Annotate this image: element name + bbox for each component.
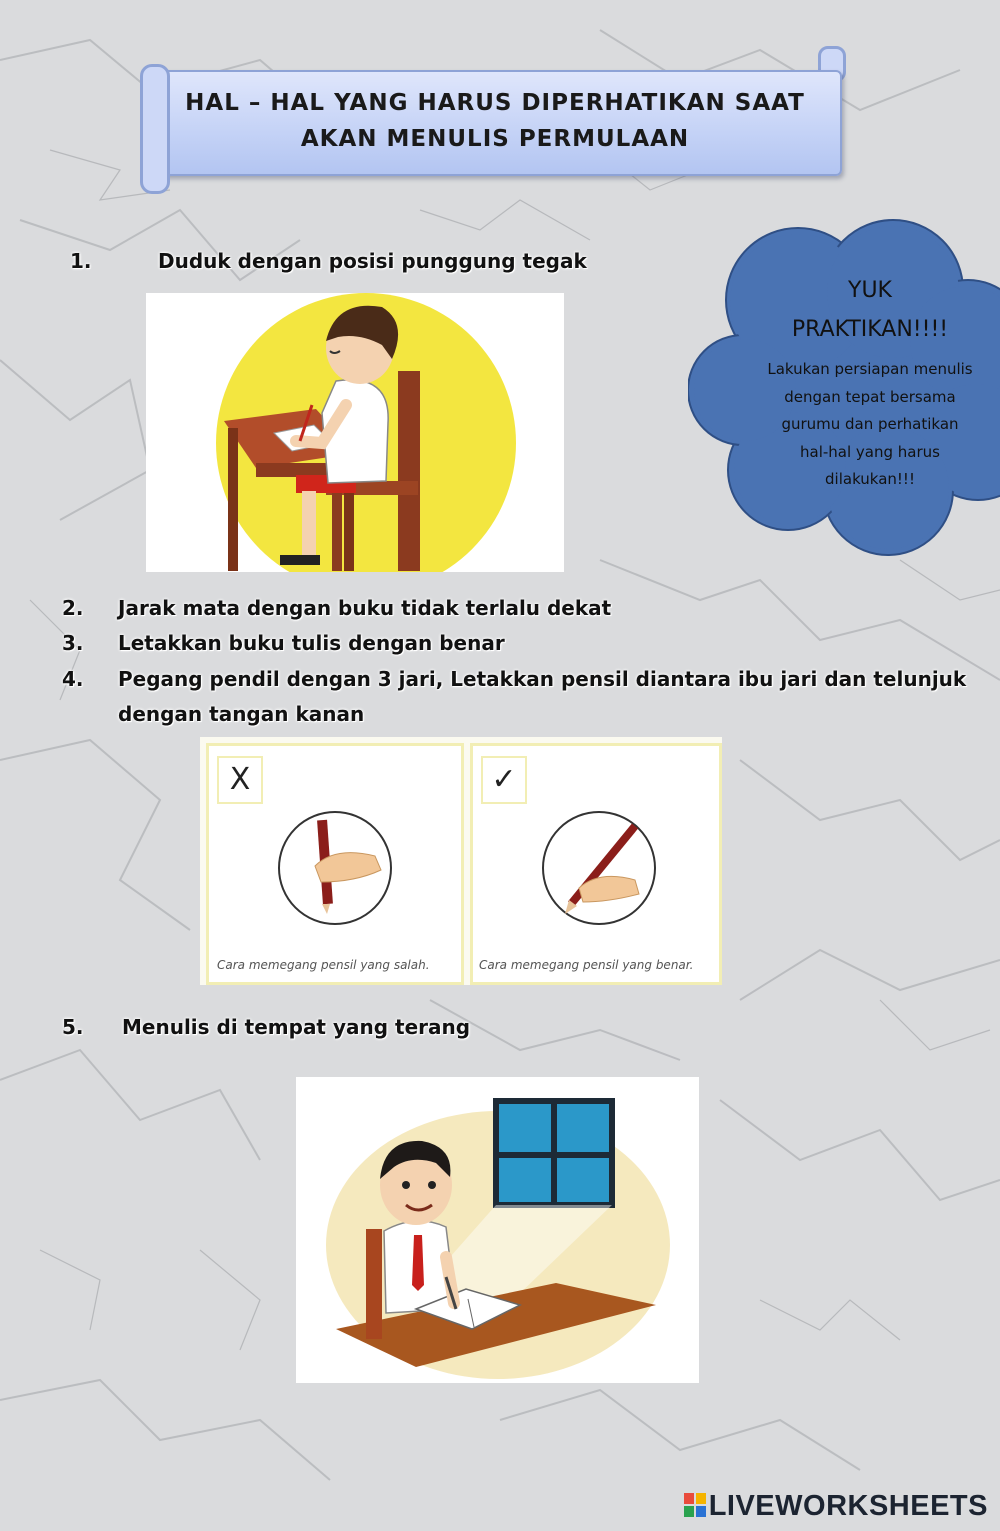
pencil-hand-wrong-illustration xyxy=(275,808,395,928)
watermark-text: LIVEWORKSHEETS xyxy=(708,1490,988,1522)
panel-right-grip xyxy=(470,743,722,985)
page-title-line1: HAL – HAL YANG HARUS DIPERHATIKAN SAAT xyxy=(185,90,805,116)
item-5-text: Menulis di tempat yang terang xyxy=(122,1015,471,1039)
wrong-caption: Cara memegang pensil yang salah. xyxy=(217,958,430,972)
cloud-heading-line1: YUK xyxy=(848,278,892,303)
item-4-number: 4. xyxy=(62,667,84,691)
item-1-text: Duduk dengan posisi punggung tegak xyxy=(158,249,587,273)
cloud-body xyxy=(738,356,1000,494)
item-2-number: 2. xyxy=(62,596,84,620)
wrong-mark: X xyxy=(217,756,263,804)
pencil-grip-panels xyxy=(200,737,722,985)
item-3-number: 3. xyxy=(62,631,84,655)
banner-curl-left xyxy=(140,64,170,194)
cloud-body-line: dilakukan!!! xyxy=(825,470,915,488)
title-banner xyxy=(148,70,842,176)
item-3-text: Letakkan buku tulis dengan benar xyxy=(118,631,505,655)
item-5-number: 5. xyxy=(62,1015,84,1039)
pencil-hand-right-illustration xyxy=(539,808,659,928)
illustration-sitting-upright xyxy=(146,293,564,572)
illustration-bright-place xyxy=(296,1077,699,1383)
cloud-body-line: Lakukan persiapan menulis xyxy=(767,360,973,378)
liveworksheets-logo-icon xyxy=(684,1492,706,1516)
cloud-body-line: dengan tepat bersama xyxy=(784,387,956,406)
right-caption: Cara memegang pensil yang benar. xyxy=(479,958,694,972)
page-title-line2: AKAN MENULIS PERMULAAN xyxy=(300,126,690,152)
item-2-text: Jarak mata dengan buku tidak terlalu dekat xyxy=(118,596,612,620)
item-4-text-line2: dengan tangan kanan xyxy=(118,702,365,726)
cloud-body-line: hal-hal yang harus xyxy=(800,442,940,461)
cloud-heading-line2: PRAKTIKAN!!!! xyxy=(791,317,949,342)
item-4-text: Pegang pendil dengan 3 jari, Letakkan pensil diantara ibu jari dan telunjuk xyxy=(118,667,967,691)
cloud-body-line: gurumu dan perhatikan xyxy=(781,415,959,433)
check-mark-icon: ✓ xyxy=(481,756,527,804)
panel-wrong-grip xyxy=(206,743,464,985)
liveworksheets-watermark xyxy=(684,1490,988,1523)
item-1-number: 1. xyxy=(70,249,92,273)
